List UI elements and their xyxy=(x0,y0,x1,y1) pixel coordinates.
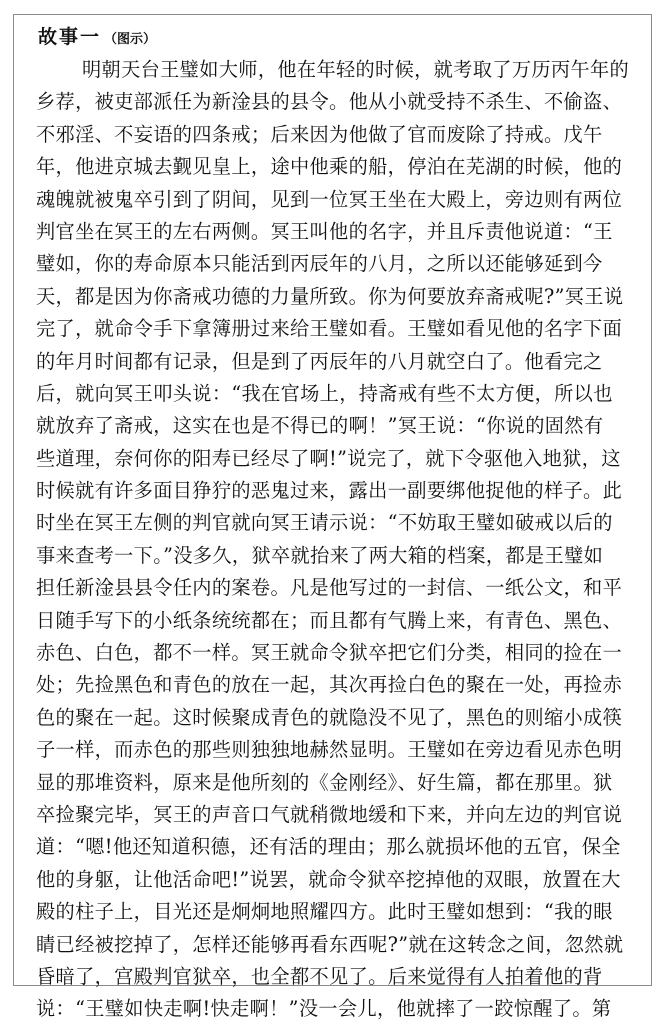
text-line: 时坐在冥王左侧的判官就向冥王请示说：“不妨取王璧如破戒以后的 xyxy=(36,511,613,535)
story-heading xyxy=(38,22,156,52)
text-line: 处；先捡黑色和青色的放在一起，其次再捡白色的聚在一处，再捡赤 xyxy=(36,673,623,697)
text-line: 色的聚在一起。这时候聚成青色的就隐没不见了，黑色的则缩小成筷 xyxy=(36,705,623,729)
text-line: 道：“嗯!他还知道积德，还有活的理由；那么就损坏他的五官，保全 xyxy=(36,835,621,859)
text-line: 天，都是因为你斋戒功德的力量所致。你为何要放弃斋戒呢?”冥王说 xyxy=(36,284,624,308)
text-line: 睛已经被挖掉了，怎样还能够再看东西呢?”就在这转念之间，忽然就 xyxy=(36,932,624,956)
text-line: 就放弃了斋戒，这实在也是不得已的啊！”冥王说：“你说的固然有 xyxy=(36,414,604,438)
text-line: 显的那堆资料，原来是他所刻的《金刚经》、好生篇，都在那里。狱 xyxy=(36,770,613,794)
text-line: 不邪淫、不妄语的四条戒；后来因为他做了官而废除了持戒。戊午 xyxy=(36,122,603,146)
text-line: 他的身躯，让他活命吧!”说罢，就命令狱卒挖掉他的双眼，放置在大 xyxy=(36,867,621,891)
text-line: 判官坐在冥王的左右两侧。冥王叫他的名字，并且斥责他说道：“王 xyxy=(36,219,613,243)
text-line: 后，就向冥王叩头说：“我在官场上，持斋戒有些不太方便，所以也 xyxy=(36,381,613,405)
text-line: 日随手写下的小纸条统统都在；而且都有气腾上来，有青色、黑色、 xyxy=(36,608,623,632)
text-line: 的年月时间都有记录，但是到了丙辰年的八月就空白了。他看完之 xyxy=(36,349,603,373)
text-line: 事来查考一下。”没多久，狱卒就抬来了两大箱的档案，都是王璧如 xyxy=(36,543,604,567)
text-line: 时候就有许多面目狰狞的恶鬼过来，露出一副要绑他捉他的样子。此 xyxy=(36,479,623,503)
text-line: 殿的柱子上，目光还是炯炯地照耀四方。此时王璧如想到：“我的眼 xyxy=(36,900,613,924)
text-line: 卒捡聚完毕，冥王的声音口气就稍微地缓和下来，并向左边的判官说 xyxy=(36,802,623,826)
text-line: 说：“王璧如快走啊!快走啊！”没一会儿，他就摔了一跤惊醒了。第 xyxy=(36,997,612,1021)
text-line: 璧如，你的寿命原本只能活到丙辰年的八月，之所以还能够延到今 xyxy=(36,252,603,276)
text-line: 完了，就命令手下拿簿册过来给王璧如看。王璧如看见他的名字下面 xyxy=(36,317,623,341)
text-line: 赤色、白色，都不一样。冥王就命令狱卒把它们分类，相同的捡在一 xyxy=(36,641,623,665)
text-line: 昏暗了，宫殿判官狱卒，也全都不见了。后来觉得有人拍着他的背 xyxy=(36,964,603,988)
text-line: 担任新淦县县令任内的案卷。凡是他写过的一封信、一纸公文，和平 xyxy=(36,576,623,600)
text-line: 乡荐，被吏部派任为新淦县的县令。他从小就受持不杀生、不偷盗、 xyxy=(36,90,623,114)
text-line: 子一样，而赤色的那些则独独地赫然显明。王璧如在旁边看见赤色明 xyxy=(36,738,623,762)
text-line: 魂魄就被鬼卒引到了阴间，见到一位冥王坐在大殿上，旁边则有两位 xyxy=(36,187,623,211)
text-line: 明朝天台王璧如大师，他在年轻的时候，就考取了万历丙午年的 xyxy=(82,58,630,81)
story-title: 故事一 xyxy=(38,26,102,48)
text-line: 些道理，奈何你的阳寿已经尽了啊!”说完了，就下令驱他入地狱，这 xyxy=(36,446,621,470)
story-body xyxy=(36,54,636,1026)
text-line: 年，他进京城去觐见皇上，途中他乘的船，停泊在芜湖的时候，他的 xyxy=(36,155,623,179)
story-title-note: （图示） xyxy=(104,32,157,47)
